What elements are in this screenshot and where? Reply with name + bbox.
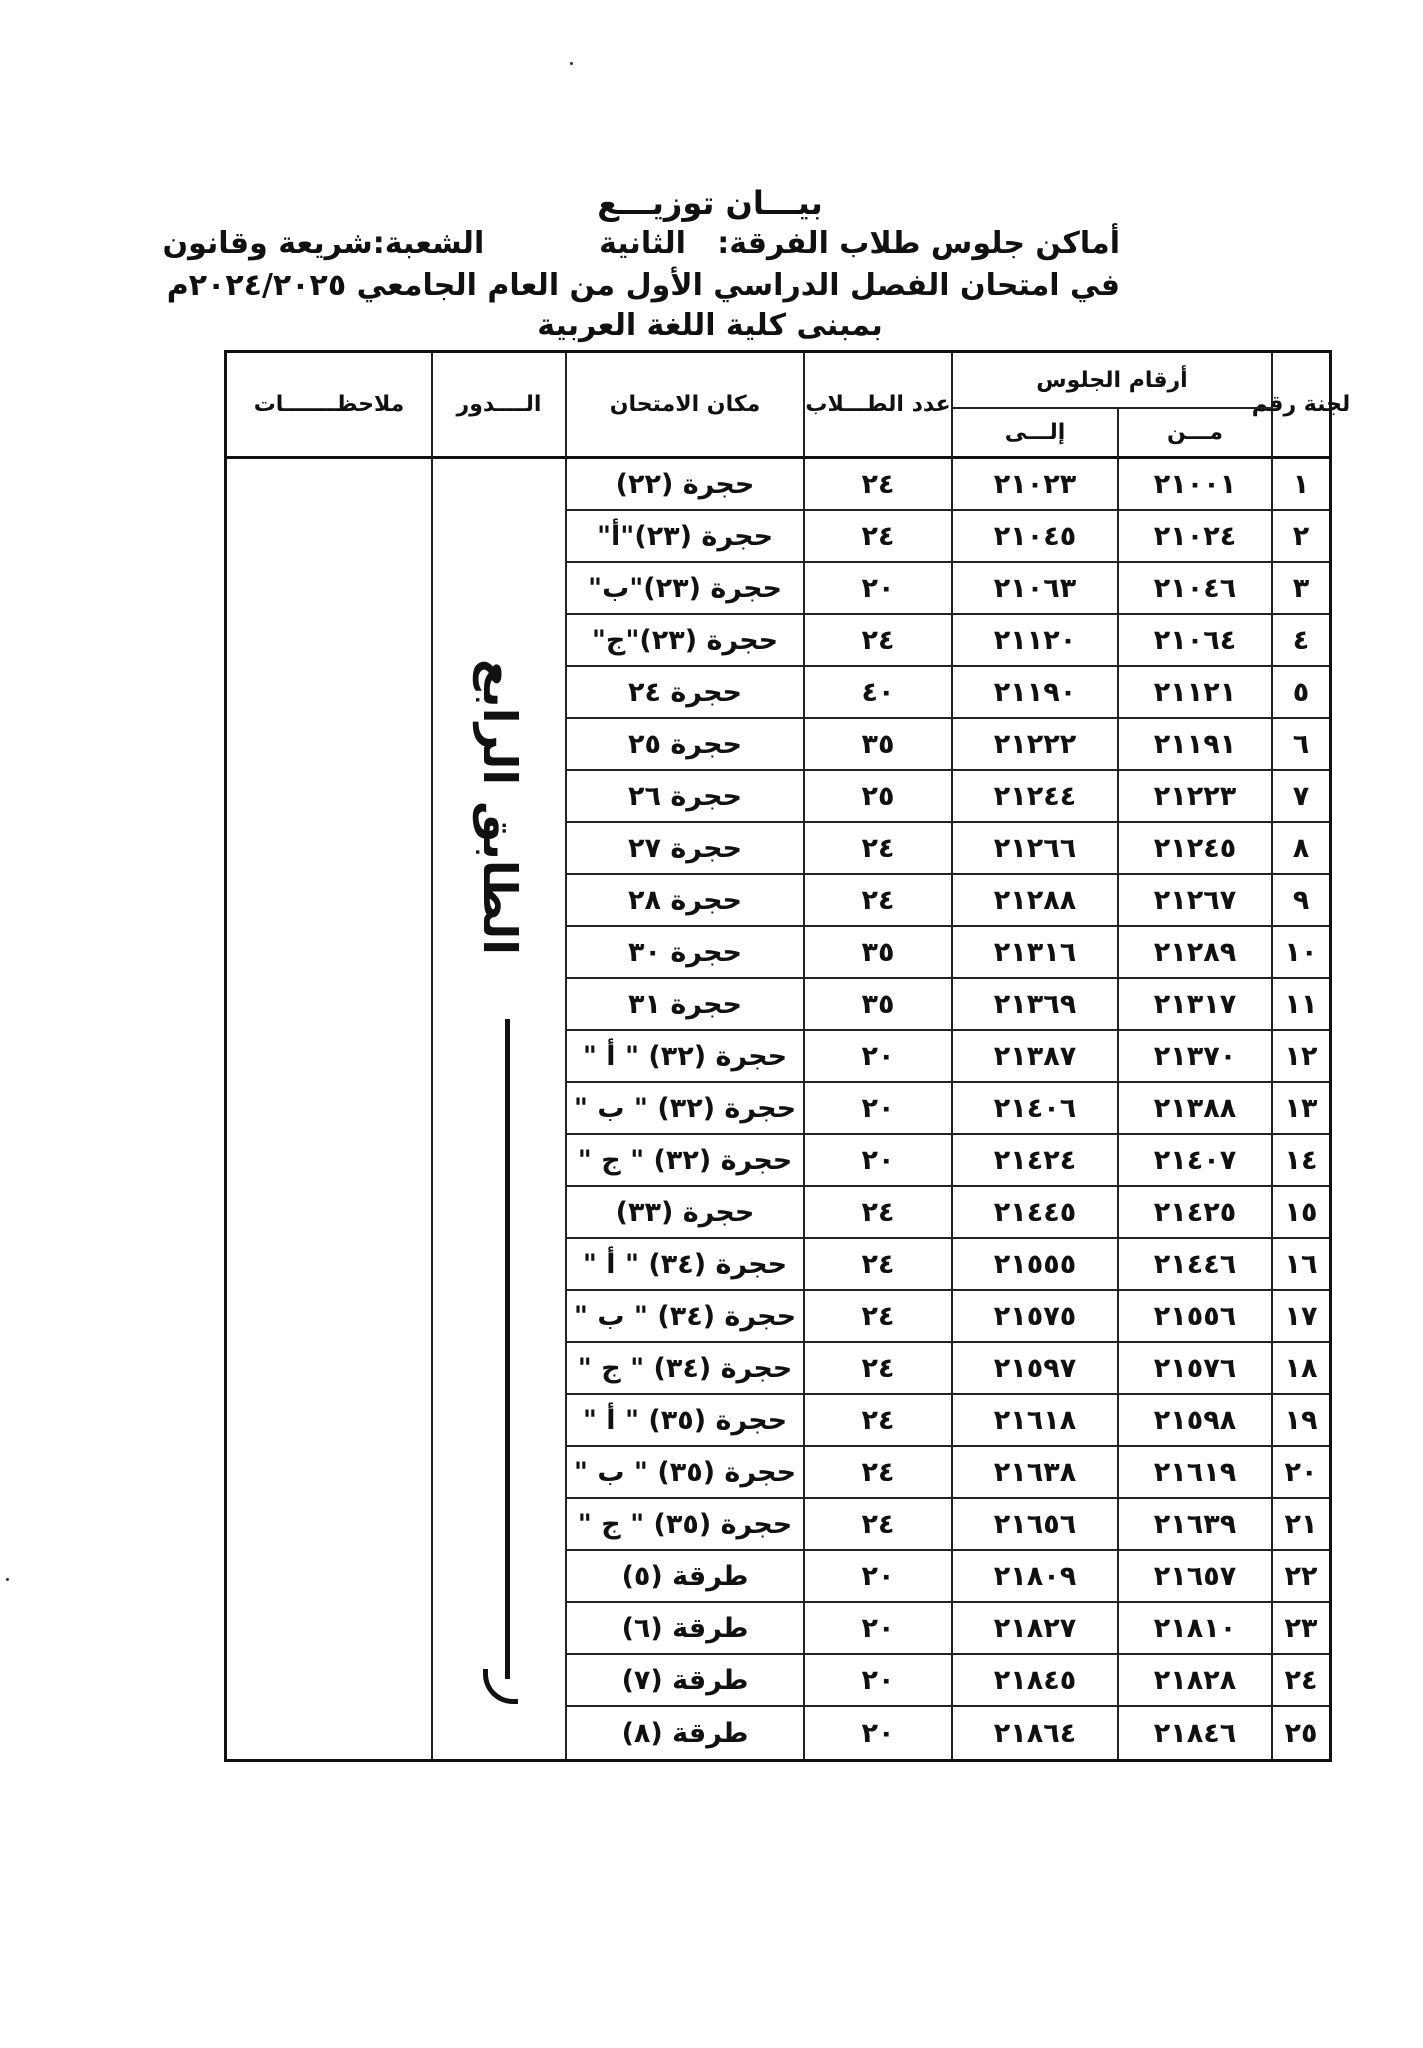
seat-from: ٢١٥٧٦ xyxy=(1117,1343,1271,1395)
student-count: ٣٥ xyxy=(803,927,951,979)
seat-to: ٢١٨٦٤ xyxy=(951,1707,1117,1759)
student-count: ٢٠ xyxy=(803,1707,951,1759)
seating-table xyxy=(224,350,1351,1762)
student-count: ٤٠ xyxy=(803,667,951,719)
seat-to: ٢١٠٤٥ xyxy=(951,511,1117,563)
seat-to: ٢١٦٣٨ xyxy=(951,1447,1117,1499)
student-count: ٢٠ xyxy=(803,1551,951,1603)
exam-place: طرقة (٥) xyxy=(565,1551,803,1603)
committee-number: ١٤ xyxy=(1271,1135,1329,1187)
exam-place: حجرة (٢٣)"أ" xyxy=(565,511,803,563)
committee-number: ١٦ xyxy=(1271,1239,1329,1291)
committee-number: ١٨ xyxy=(1271,1343,1329,1395)
seat-to: ٢١٥٩٧ xyxy=(951,1343,1117,1395)
student-count: ٢٤ xyxy=(803,1291,951,1343)
scan-speck xyxy=(570,62,573,65)
committee-number: ٥ xyxy=(1271,667,1329,719)
committee-number: ١٣ xyxy=(1271,1083,1329,1135)
student-count: ٢٤ xyxy=(803,1343,951,1395)
committee-number: ٤ xyxy=(1271,615,1329,667)
floor-cell xyxy=(431,459,565,1759)
student-count: ٢٤ xyxy=(803,459,951,511)
student-count: ٢٤ xyxy=(803,1395,951,1447)
student-count: ٢٠ xyxy=(803,1135,951,1187)
floor-stroke xyxy=(505,1019,510,1679)
exam-place: حجرة (٣٥) " ب " xyxy=(565,1447,803,1499)
seat-from: ٢١٢٢٣ xyxy=(1117,771,1271,823)
committee-number: ٢٢ xyxy=(1271,1551,1329,1603)
seat-to: ٢١٦١٨ xyxy=(951,1395,1117,1447)
seat-to: ٢١٣١٦ xyxy=(951,927,1117,979)
floor-label: الطابق الرابع xyxy=(473,659,527,955)
committee-number: ١٢ xyxy=(1271,1031,1329,1083)
committee-number: ٢١ xyxy=(1271,1499,1329,1551)
exam-place: حجرة (٢٣)"ج" xyxy=(565,615,803,667)
exam-place: طرقة (٨) xyxy=(565,1707,803,1759)
seat-from: ٢١٦١٩ xyxy=(1117,1447,1271,1499)
exam-place: حجرة ٢٤ xyxy=(565,667,803,719)
student-count: ٢٠ xyxy=(803,1603,951,1655)
student-count: ٢٤ xyxy=(803,511,951,563)
student-count: ٢٤ xyxy=(803,1499,951,1551)
seat-to: ٢١٣٨٧ xyxy=(951,1031,1117,1083)
header-exam-place: مكان الامتحان xyxy=(565,353,803,459)
committee-number: ٢٤ xyxy=(1271,1655,1329,1707)
seat-from: ٢١٤٢٥ xyxy=(1117,1187,1271,1239)
document-subtitle-building: بمبنى كلية اللغة العربية xyxy=(537,308,883,343)
exam-place: حجرة (٣٤) " أ " xyxy=(565,1239,803,1291)
committee-number: ٩ xyxy=(1271,875,1329,927)
seat-from: ٢١٢٦٧ xyxy=(1117,875,1271,927)
committee-number: ٣ xyxy=(1271,563,1329,615)
seat-from: ٢١٠٤٦ xyxy=(1117,563,1271,615)
header-seat-numbers: أرقام الجلوس xyxy=(951,353,1271,409)
exam-place: حجرة ٣١ xyxy=(565,979,803,1031)
header-floor: الــــدور xyxy=(431,353,565,459)
seat-from: ٢١٠٢٤ xyxy=(1117,511,1271,563)
seat-to: ٢١٥٥٥ xyxy=(951,1239,1117,1291)
seat-from: ٢١٨٤٦ xyxy=(1117,1707,1271,1759)
student-count: ٢٤ xyxy=(803,875,951,927)
committee-number: ١١ xyxy=(1271,979,1329,1031)
document-title: بيـــان توزيـــع xyxy=(597,184,823,222)
seat-to: ٢١٤٢٤ xyxy=(951,1135,1117,1187)
seat-from: ٢١١٢١ xyxy=(1117,667,1271,719)
notes-cell xyxy=(227,459,431,1759)
student-count: ٢٤ xyxy=(803,823,951,875)
exam-place: حجرة (٣٤) " ج " xyxy=(565,1343,803,1395)
student-count: ٣٥ xyxy=(803,979,951,1031)
student-count: ٢٥ xyxy=(803,771,951,823)
exam-place: حجرة (٣٤) " ب " xyxy=(565,1291,803,1343)
seat-to: ٢١٨٠٩ xyxy=(951,1551,1117,1603)
committee-number: ١ xyxy=(1271,459,1329,511)
floor-stroke-end xyxy=(483,1669,518,1704)
header-student-count: عدد الطـــلاب xyxy=(803,353,951,459)
header-from: مـــن xyxy=(1117,409,1271,459)
seat-from: ٢١٥٥٦ xyxy=(1117,1291,1271,1343)
student-count: ٢٠ xyxy=(803,1655,951,1707)
student-count: ٢٤ xyxy=(803,615,951,667)
committee-number: ١٧ xyxy=(1271,1291,1329,1343)
seat-from: ٢١٢٤٥ xyxy=(1117,823,1271,875)
seat-to: ٢١٢٦٦ xyxy=(951,823,1117,875)
seat-to: ٢١٢٤٤ xyxy=(951,771,1117,823)
seat-from: ٢١٣٧٠ xyxy=(1117,1031,1271,1083)
exam-place: حجرة (٣٢) " ج " xyxy=(565,1135,803,1187)
seat-to: ٢١٤٠٦ xyxy=(951,1083,1117,1135)
student-count: ٢٠ xyxy=(803,1083,951,1135)
exam-place: حجرة (٢٣)"ب" xyxy=(565,563,803,615)
seat-from: ٢١٣١٧ xyxy=(1117,979,1271,1031)
seat-from: ٢١٠٦٤ xyxy=(1117,615,1271,667)
document-subtitle-exam: في امتحان الفصل الدراسي الأول من العام الجامعي ٢٠٢٤/٢٠٢٥م xyxy=(166,268,1120,303)
seat-from: ٢١١٩١ xyxy=(1117,719,1271,771)
committee-number: ٢ xyxy=(1271,511,1329,563)
committee-number: ٢٣ xyxy=(1271,1603,1329,1655)
seat-from: ٢١٣٨٨ xyxy=(1117,1083,1271,1135)
exam-place: طرقة (٦) xyxy=(565,1603,803,1655)
seat-from: ٢١٢٨٩ xyxy=(1117,927,1271,979)
student-count: ٢٤ xyxy=(803,1187,951,1239)
seat-to: ٢١٨٢٧ xyxy=(951,1603,1117,1655)
seat-from: ٢١٤٠٧ xyxy=(1117,1135,1271,1187)
scan-speck xyxy=(6,1578,9,1581)
student-count: ٢٤ xyxy=(803,1447,951,1499)
seat-from: ٢١٨١٠ xyxy=(1117,1603,1271,1655)
seat-to: ٢١٨٤٥ xyxy=(951,1655,1117,1707)
seat-to: ٢١١٩٠ xyxy=(951,667,1117,719)
student-count: ٢٠ xyxy=(803,563,951,615)
committee-number: ١٠ xyxy=(1271,927,1329,979)
exam-place: حجرة (٢٢) xyxy=(565,459,803,511)
seat-to: ٢١٤٤٥ xyxy=(951,1187,1117,1239)
header-committee-no: لجنة رقم xyxy=(1271,353,1329,459)
committee-number: ٢٠ xyxy=(1271,1447,1329,1499)
seat-to: ٢١٦٥٦ xyxy=(951,1499,1117,1551)
exam-place: حجرة (٣٢) " ب " xyxy=(565,1083,803,1135)
document-subtitle-class: أماكن جلوس طلاب الفرقة: الثانية الشعبة:شريعة وقانون xyxy=(162,226,1120,261)
exam-place: حجرة ٢٦ xyxy=(565,771,803,823)
committee-number: ١٥ xyxy=(1271,1187,1329,1239)
exam-place: حجرة ٣٠ xyxy=(565,927,803,979)
exam-place: طرقة (٧) xyxy=(565,1655,803,1707)
seat-from: ٢١٠٠١ xyxy=(1117,459,1271,511)
committee-number: ٦ xyxy=(1271,719,1329,771)
student-count: ٢٤ xyxy=(803,1239,951,1291)
seat-to: ٢١٥٧٥ xyxy=(951,1291,1117,1343)
exam-place: حجرة ٢٨ xyxy=(565,875,803,927)
committee-number: ١٩ xyxy=(1271,1395,1329,1447)
exam-place: حجرة ٢٧ xyxy=(565,823,803,875)
seat-from: ٢١٤٤٦ xyxy=(1117,1239,1271,1291)
student-count: ٣٥ xyxy=(803,719,951,771)
seat-to: ٢١٣٦٩ xyxy=(951,979,1117,1031)
seat-from: ٢١٦٥٧ xyxy=(1117,1551,1271,1603)
exam-place: حجرة ٢٥ xyxy=(565,719,803,771)
header-notes: ملاحظـــــــات xyxy=(227,353,431,459)
seat-from: ٢١٦٣٩ xyxy=(1117,1499,1271,1551)
exam-place: حجرة (٣٥) " ج " xyxy=(565,1499,803,1551)
seat-to: ٢١٢٢٢ xyxy=(951,719,1117,771)
seat-from: ٢١٨٢٨ xyxy=(1117,1655,1271,1707)
committee-number: ٨ xyxy=(1271,823,1329,875)
header-to: إلـــى xyxy=(951,409,1117,459)
exam-place: حجرة (٣٥) " أ " xyxy=(565,1395,803,1447)
seat-to: ٢١١٢٠ xyxy=(951,615,1117,667)
committee-number: ٢٥ xyxy=(1271,1707,1329,1759)
seat-to: ٢١٢٨٨ xyxy=(951,875,1117,927)
seat-to: ٢١٠٢٣ xyxy=(951,459,1117,511)
seat-from: ٢١٥٩٨ xyxy=(1117,1395,1271,1447)
exam-place: حجرة (٣٣) xyxy=(565,1187,803,1239)
student-count: ٢٠ xyxy=(803,1031,951,1083)
exam-place: حجرة (٣٢) " أ " xyxy=(565,1031,803,1083)
seat-to: ٢١٠٦٣ xyxy=(951,563,1117,615)
committee-number: ٧ xyxy=(1271,771,1329,823)
